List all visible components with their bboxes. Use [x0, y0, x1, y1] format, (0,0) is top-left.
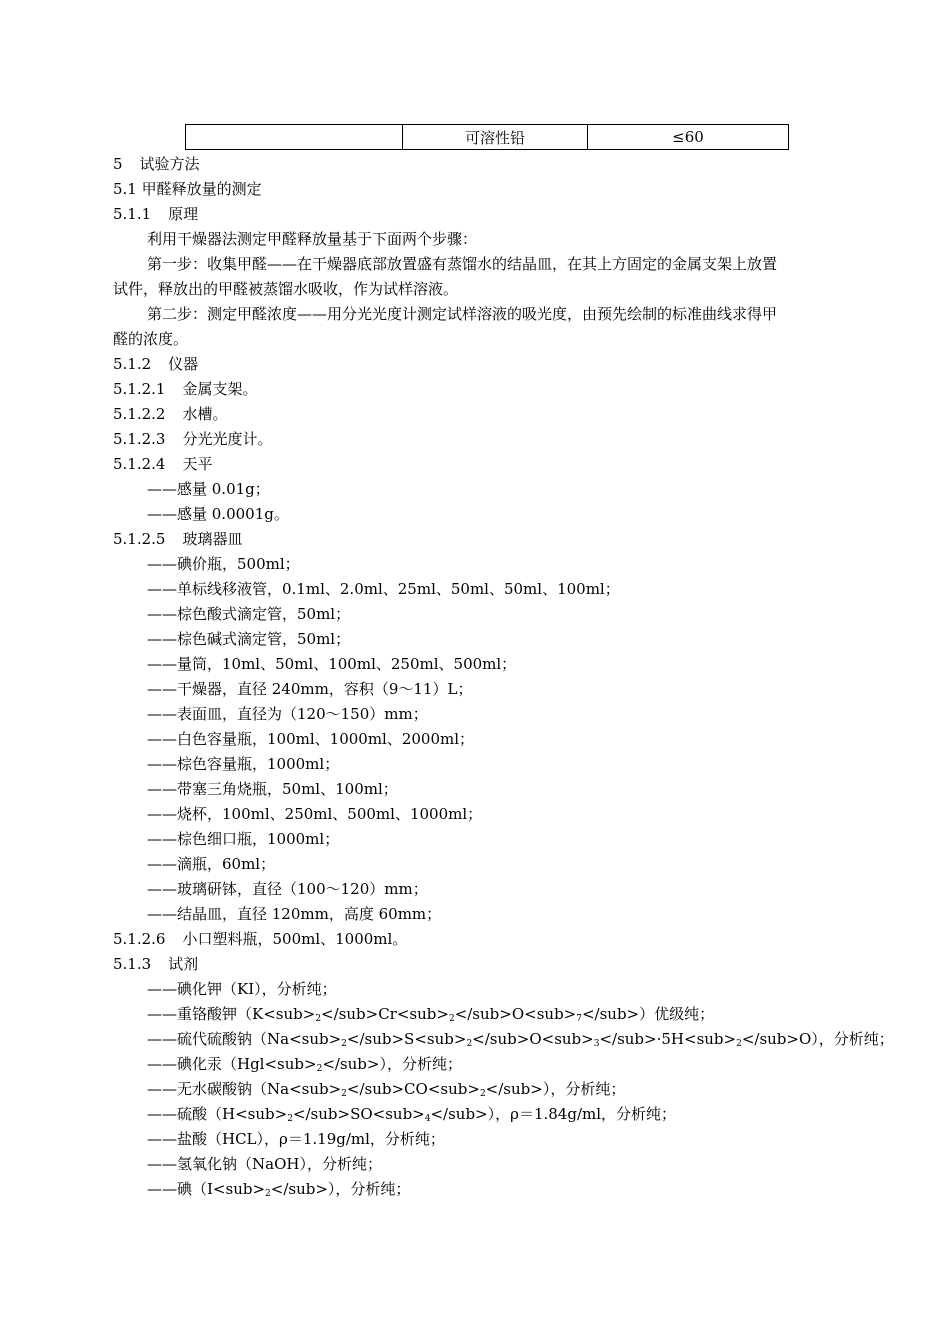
section-number: 5.1.2	[113, 355, 152, 373]
text-line: ——棕色酸式滴定管，50ml；	[147, 605, 351, 623]
section-number: 5.1.2.5	[113, 530, 166, 548]
section-heading	[113, 354, 198, 374]
text-line	[147, 1104, 676, 1124]
text-segment: </sub>），分析纯；	[322, 1055, 462, 1073]
text-line	[147, 1029, 894, 1049]
section-heading	[113, 379, 258, 399]
section-number: 5	[113, 155, 123, 173]
text-line: ——感量 0.01g；	[147, 480, 270, 498]
text-line: ——烧杯，100ml、250ml、500ml、1000ml；	[147, 805, 483, 823]
text-segment: ——重铬酸钾（K<sub>	[147, 1005, 316, 1023]
section-heading	[113, 204, 198, 224]
section-title: 分光光度计。	[182, 430, 273, 448]
text-line: ——白色容量瓶，100ml、1000ml、2000ml；	[147, 730, 475, 748]
table-row	[186, 125, 789, 150]
subscript-digit: 2	[736, 1039, 742, 1049]
section-heading	[113, 429, 273, 449]
subscript-digit: 2	[287, 1114, 293, 1124]
text-segment: </sub>），分析纯；	[270, 1180, 411, 1198]
text-segment: </sub>O），分析纯；	[741, 1030, 894, 1048]
table-cell: ≤60	[588, 125, 789, 150]
text-segment: </sub>SO<sub>	[292, 1105, 425, 1123]
section-number: 5.1.1	[113, 205, 152, 223]
subscript-digit: 2	[479, 1089, 486, 1099]
section-heading	[113, 404, 228, 424]
text-line: 5.1 甲醛释放量的测定	[113, 180, 262, 198]
section-title: 小口塑料瓶，500ml、1000ml。	[182, 930, 408, 948]
text-line	[147, 1004, 714, 1024]
text-line: ——盐酸（HCL），ρ＝1.19g/ml，分析纯；	[147, 1130, 445, 1148]
text-segment: </sub>O<sub>	[454, 1005, 577, 1023]
subscript-digit: 4	[424, 1114, 431, 1124]
limits-table	[185, 124, 789, 150]
table-cell	[186, 125, 403, 150]
text-line: 醛的浓度。	[113, 330, 189, 348]
text-line: ——碘化钾（KI），分析纯；	[147, 980, 337, 998]
text-line: ——单标线移液管，0.1ml、2.0ml、25ml、50ml、50ml、100ml；	[147, 580, 620, 598]
section-title: 天平	[182, 455, 213, 473]
section-number: 5.1.2.2	[113, 405, 166, 423]
subscript-digit: 2	[341, 1089, 347, 1099]
subscript-digit: 2	[265, 1189, 271, 1199]
section-title: 金属支架。	[182, 380, 258, 398]
section-title: 玻璃器皿	[182, 530, 243, 548]
section-number: 5.1.2.1	[113, 380, 166, 398]
section-title: 水槽。	[182, 405, 228, 423]
section-heading	[113, 454, 213, 474]
text-line: 第二步：测定甲醛浓度——用分光光度计测定试样溶液的吸光度，由预先绘制的标准曲线求得甲	[147, 305, 778, 323]
text-segment: </sub>），ρ＝1.84g/ml，分析纯；	[430, 1105, 677, 1123]
text-line: ——棕色细口瓶，1000ml；	[147, 830, 340, 848]
text-line: ——氢氧化钠（NaOH），分析纯；	[147, 1155, 382, 1173]
section-number: 5.1.3	[113, 955, 152, 973]
text-segment: </sub>S<sub>	[346, 1030, 467, 1048]
text-line: ——玻璃研钵，直径（100～120）mm；	[147, 880, 428, 898]
text-segment: </sub>），分析纯；	[485, 1080, 626, 1098]
text-line: 试件，释放出的甲醛被蒸馏水吸收，作为试样溶液。	[113, 280, 459, 298]
section-title: 试剂	[168, 955, 199, 973]
subscript-digit: 2	[448, 1014, 455, 1024]
section-heading	[113, 954, 198, 974]
text-line: ——表面皿，直径为（120～150）mm；	[147, 705, 428, 723]
text-line: ——棕色碱式滴定管，50ml；	[147, 630, 351, 648]
text-segment: </sub>Cr<sub>	[321, 1005, 449, 1023]
text-line: 第一步：收集甲醛——在干燥器底部放置盛有蒸馏水的结晶皿，在其上方固定的金属支架上放置	[147, 255, 778, 273]
subscript-digit: 2	[466, 1039, 473, 1049]
subscript-digit: 2	[315, 1014, 322, 1024]
section-heading	[113, 929, 407, 949]
text-line: ——干燥器，直径 240mm，容积（9～11）L；	[147, 680, 473, 698]
subscript-digit: 3	[593, 1039, 600, 1049]
text-line: ——感量 0.0001g。	[147, 505, 289, 523]
text-line: ——碘价瓶，500ml；	[147, 555, 300, 573]
text-segment: </sub>O<sub>	[472, 1030, 594, 1048]
text-line: ——结晶皿，直径 120mm，高度 60mm；	[147, 905, 442, 923]
text-line	[147, 1054, 462, 1074]
text-line: ——量筒，10ml、50ml、100ml、250ml、500ml；	[147, 655, 517, 673]
section-number: 5.1.2.6	[113, 930, 166, 948]
text-line	[147, 1079, 625, 1099]
text-segment: </sub>·5H<sub>	[599, 1030, 737, 1048]
text-line: 利用干燥器法测定甲醛释放量基于下面两个步骤：	[147, 230, 478, 248]
subscript-digit: 2	[316, 1064, 323, 1074]
table-cell: 可溶性铅	[403, 125, 588, 150]
text-segment: ——硫代硫酸钠（Na<sub>	[147, 1030, 342, 1048]
text-segment: ——碘化汞（Hgl<sub>	[147, 1055, 317, 1073]
section-title: 原理	[168, 205, 199, 223]
section-number: 5.1.2.4	[113, 455, 166, 473]
section-number: 5.1.2.3	[113, 430, 166, 448]
text-segment: </sub>）优级纯；	[581, 1005, 715, 1023]
text-segment: ——碘（I<sub>	[147, 1180, 266, 1198]
text-line	[147, 1179, 410, 1199]
subscript-digit: 7	[576, 1014, 582, 1024]
text-line: ——带塞三角烧瓶，50ml、100ml；	[147, 780, 398, 798]
text-segment: </sub>CO<sub>	[346, 1080, 480, 1098]
text-segment: ——无水碳酸钠（Na<sub>	[147, 1080, 342, 1098]
section-heading	[113, 154, 200, 174]
text-line: ——棕色容量瓶，1000ml；	[147, 755, 340, 773]
text-segment: ——硫酸（H<sub>	[147, 1105, 288, 1123]
section-heading	[113, 529, 243, 549]
subscript-digit: 2	[341, 1039, 347, 1049]
section-title: 试验方法	[139, 155, 200, 173]
section-title: 仪器	[168, 355, 199, 373]
text-line: ——滴瓶，60ml；	[147, 855, 276, 873]
